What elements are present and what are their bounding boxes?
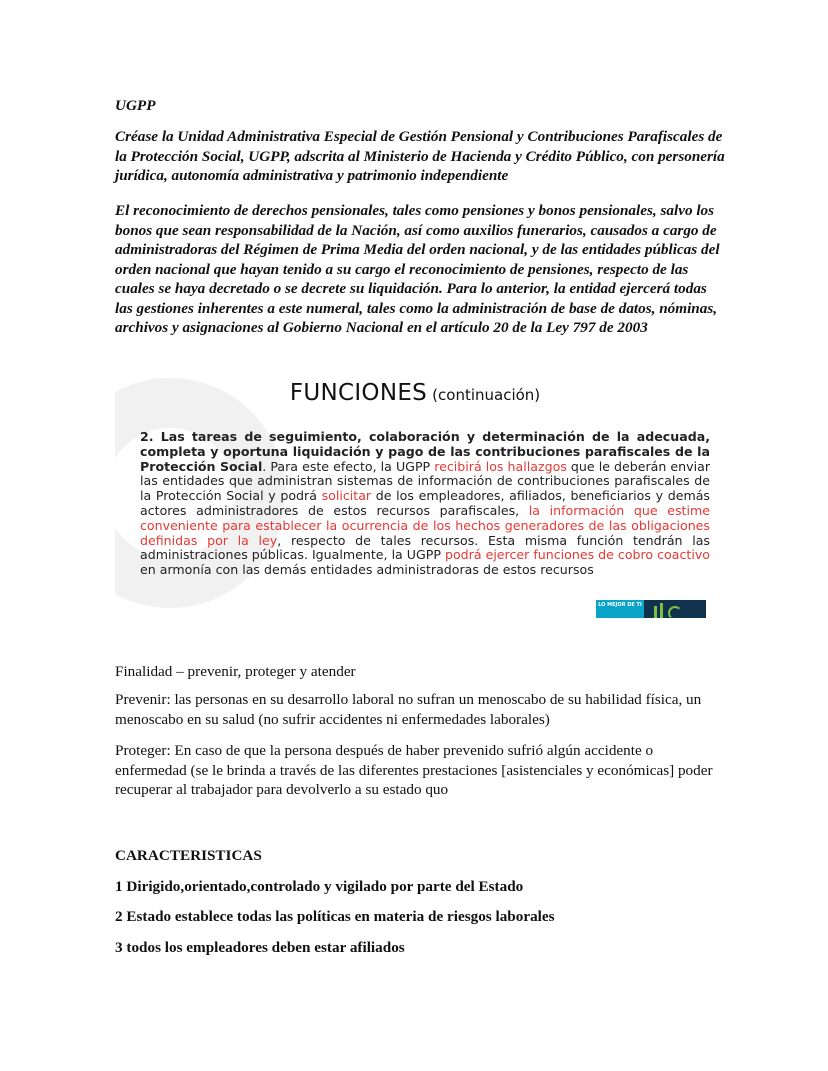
caracteristica-item: 1 Dirigido,orientado,controlado y vigilado por parte del Estado [115, 878, 524, 895]
prevenir-paragraph: Prevenir: las personas en su desarrollo laboral no sufran un menoscabo de su habilidad física, un menoscabo en su salud (no sufrir accidentes ni enfermedades laborales) [115, 691, 702, 728]
funciones-slide-image [115, 368, 715, 618]
caracteristica-item: 3 todos los empleadores deben estar afiliados [115, 939, 405, 956]
ugpp-heading: UGPP [115, 97, 156, 114]
pension-recognition-paragraph: El reconocimiento de derechos pensionales, tales como pensiones y bonos pensionales, salvo los bonos que sean responsabilidad de la Nación, así como auxilios funerarios, causados a cargo de administradoras del Régimen de Prima Media del orden nacional, y de las entidades públicas del orden nacional que hayan tenido a su cargo el reconocimiento de pensiones, respecto de las cuales se haya decretado o se decrete su liquidación. Para lo anterior, la entidad ejercerá todas las gestiones inherentes a este numeral, tales como la administración de base de datos, nóminas, archivos y asignaciones al Gobierno Nacional en el artículo 20 de la Ley 797 de 2003 [115, 202, 720, 336]
caracteristicas-heading: CARACTERISTICAS [115, 847, 262, 864]
slide-body-text-segment: . Para este efecto, la UGPP [262, 458, 435, 474]
slide-title [115, 380, 715, 406]
ugpp-definition-paragraph: Créase la Unidad Administrativa Especial de Gestión Pensional y Contribuciones Parafiscales de la Protección Social, UGPP, adscrita al Ministerio de Hacienda y Crédito Público, con personería jurídica, autonomía administrativa y patrimonio independiente [115, 128, 725, 184]
slide-body-text-segment: de los empleadores, afiliados, beneficiarios y demás actores administradores de estos recursos parafiscales, [140, 488, 710, 518]
proteger-paragraph: Proteger: En caso de que la persona después de haber prevenido sufrió algún accidente o enfermedad (se le brinda a través de las diferentes prestaciones [asistenciales y económicas] poder recuperar al trabajador para devolverlo a su estado quo [115, 742, 713, 798]
brand-logo-text: LO MEJOR DE TI [596, 600, 644, 618]
slide-title-main: FUNCIONES [289, 380, 428, 406]
slide-body-text-segment: en armonía con las demás entidades administradoras de estos recursos [140, 562, 594, 578]
slide-body-text-segment: que le deberán enviar las entidades que administran sistemas de información de contribuciones parafiscales de la Protección Social y podrá [140, 458, 711, 504]
slide-highlight-hallazgos: recibirá los hallazgos [434, 458, 567, 474]
slide-body-text [140, 430, 710, 578]
finalidad-line: Finalidad – prevenir, proteger y atender [115, 663, 356, 680]
slide-highlight-solicitar: solicitar [321, 488, 372, 504]
brand-logo [596, 600, 706, 618]
slide-title-sub: (continuación) [432, 386, 541, 404]
slide-highlight-cobro-coactivo: podrá ejercer funciones de cobro coactivo [444, 547, 710, 563]
brand-logo-mark-icon [644, 600, 706, 618]
slide-highlight-informacion: la información que estime conveniente para establecer la ocurrencia de los hechos generadores de las obligaciones definidas por la ley [140, 502, 710, 548]
slide-body-text-segment: , respecto de tales recursos. Esta misma función tendrán las administraciones públicas. Igualmente, la UGPP [140, 532, 710, 563]
caracteristica-item: 2 Estado establece todas las políticas en materia de riesgos laborales [115, 908, 555, 925]
slide-body-bold: 2. Las tareas de seguimiento, colaboración y determinación de la adecuada, completa y oportuna liquidación y pago de las contribuciones parafiscales de la Protección Social [140, 429, 710, 474]
